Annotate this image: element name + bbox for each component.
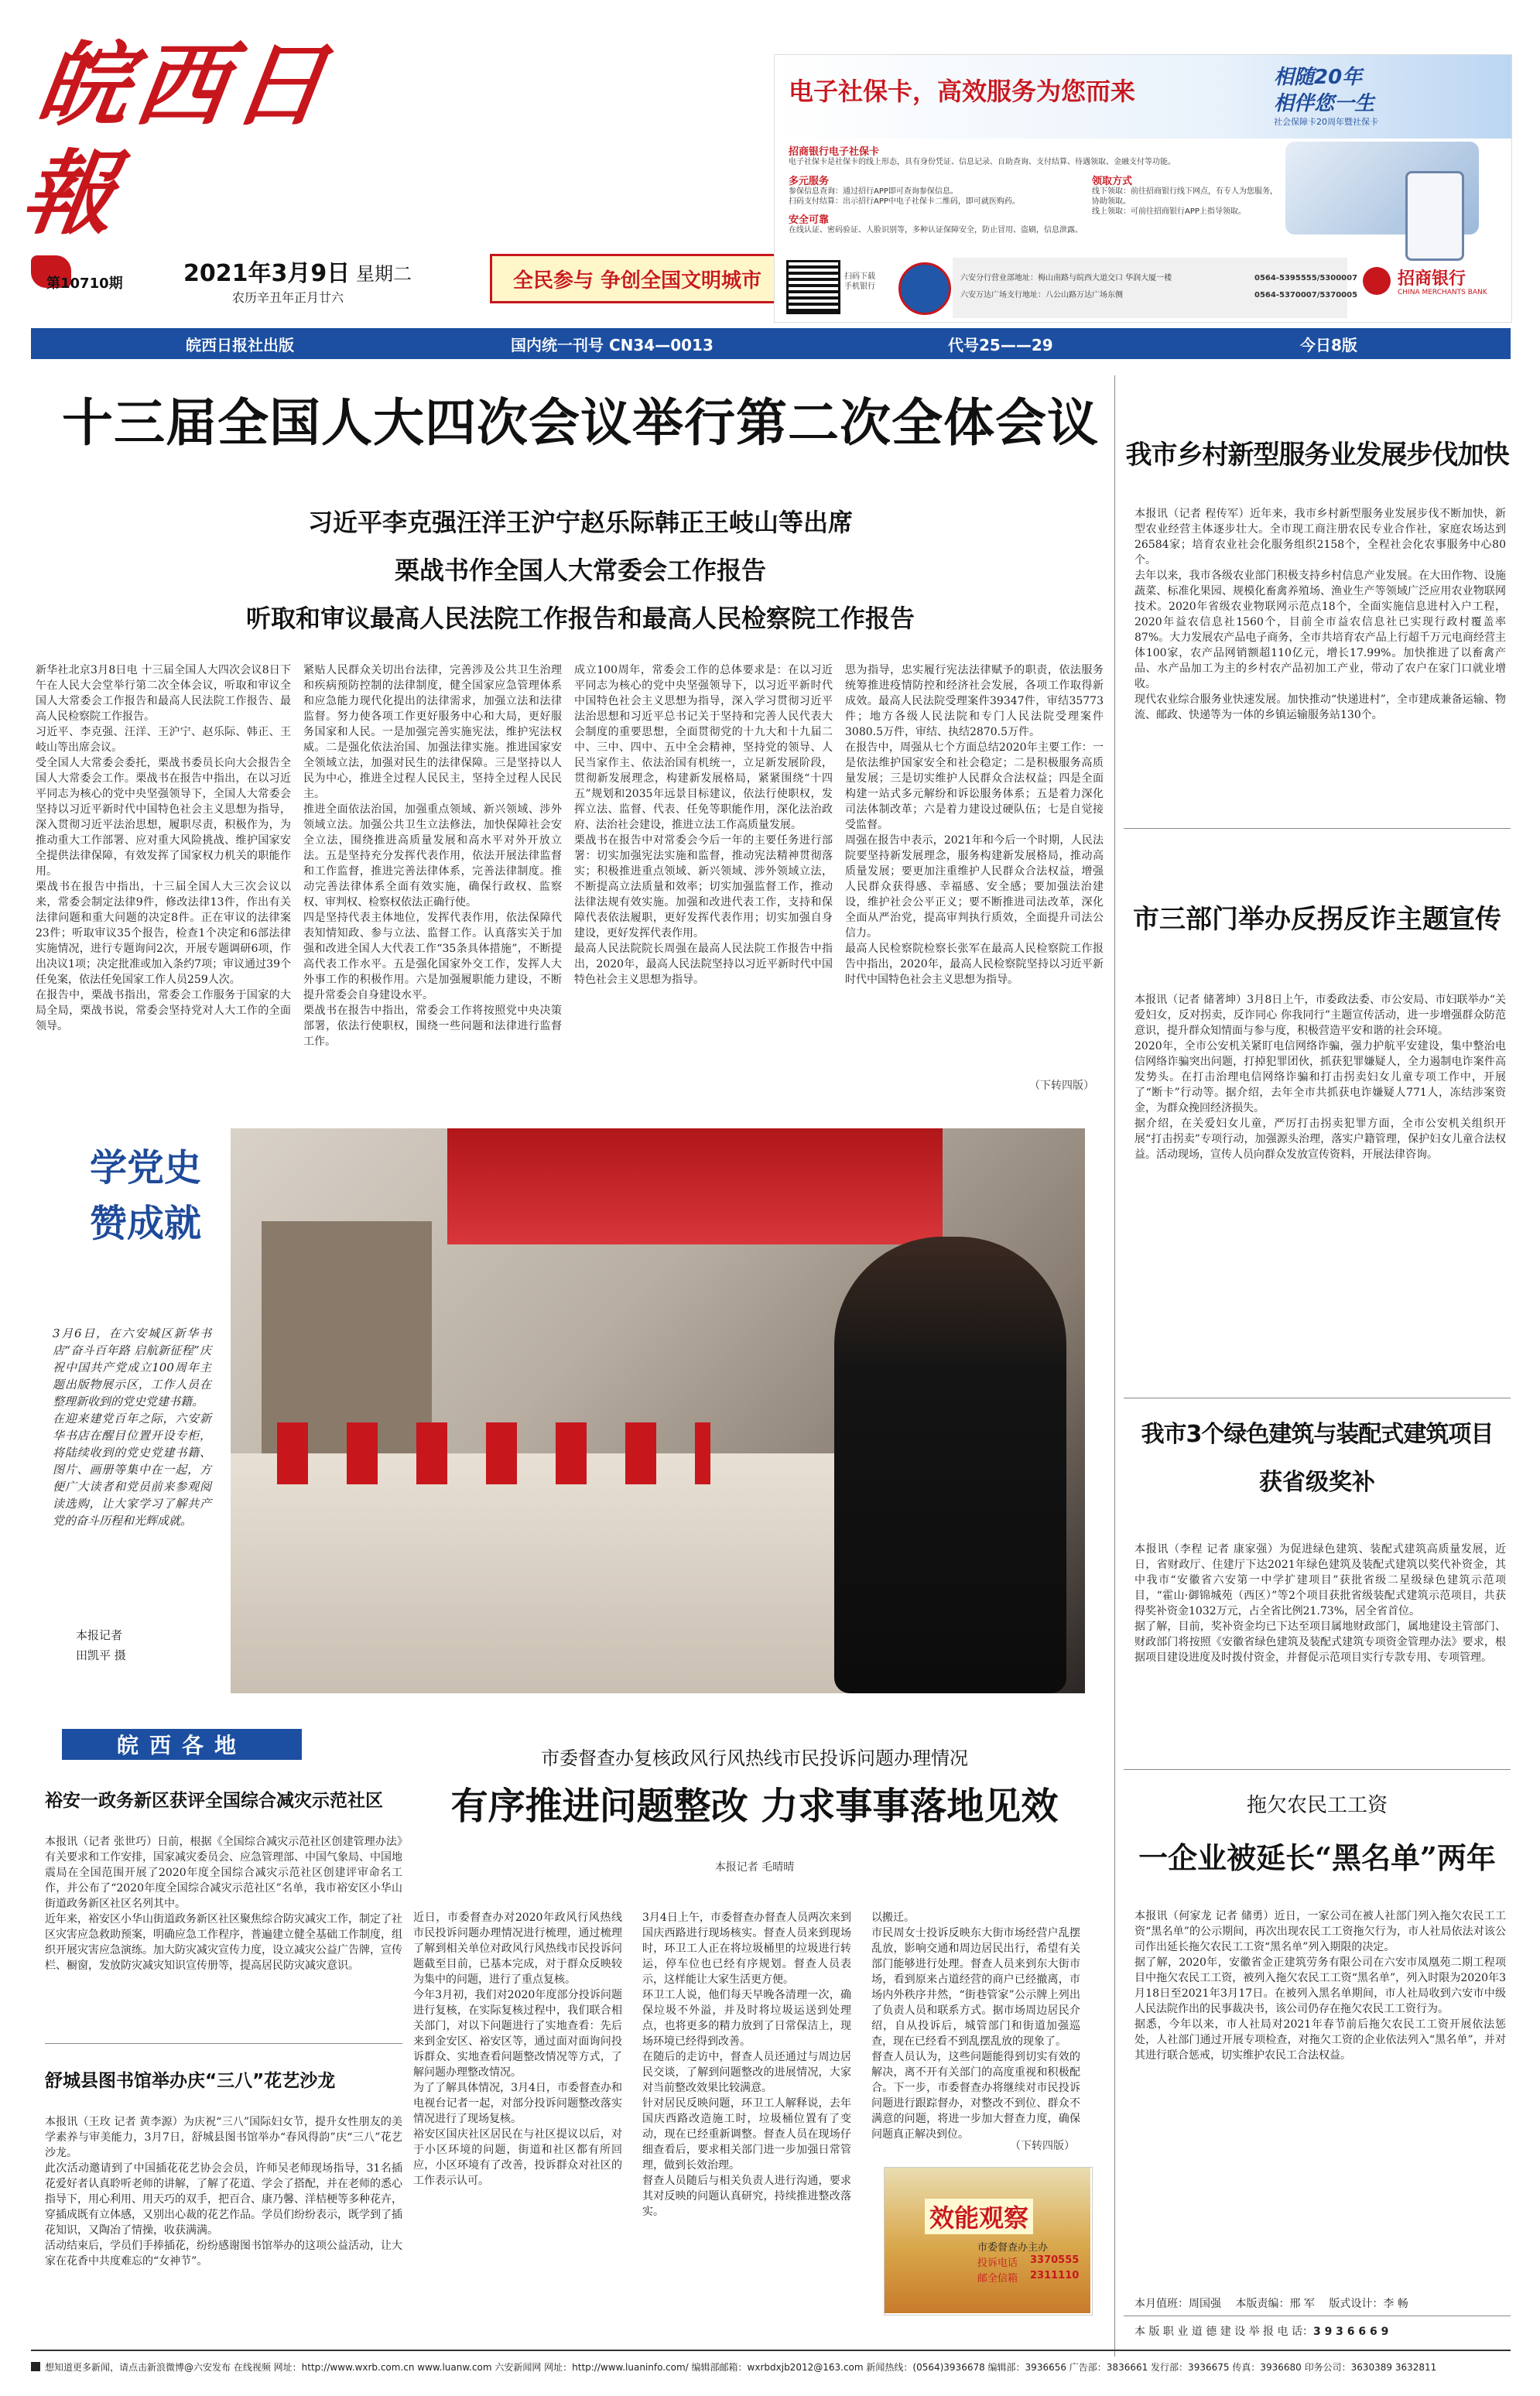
right-story-3-headline-2: 获省级奖补 (1259, 1469, 1375, 1496)
publication-weekday: 星期二 (356, 263, 412, 285)
center-column-2 (642, 1895, 851, 2320)
small-ad-mail-value: 2311110 (1030, 2270, 1080, 2281)
right-divider-1 (1124, 828, 1511, 829)
right-story-3-headline-1: 我市3个绿色建筑与装配式建筑项目 (1141, 1421, 1494, 1448)
local-story-2-body (45, 2099, 402, 2323)
ad-phone-1: 0564-5395555/5300007 (1254, 274, 1358, 282)
civic-slogan-text: 全民参与 争创全国文明城市 (512, 269, 762, 293)
lead-headline: 十三届全国人大四次会议举行第二次全体会议 (62, 393, 1099, 453)
right-divider-3 (1124, 1769, 1511, 1770)
local-story-1-headline: 裕安一政务新区获评全国综合减灾示范社区 (45, 1791, 383, 1811)
right-story-3-body (1134, 1526, 1506, 1758)
ad-qr-code-icon (789, 262, 838, 312)
bottom-square-icon (31, 2362, 40, 2371)
photo-caption-text: 3月6日，在六安城区新华书店“奋斗百年路 启航新征程”庆祝中国共产党成立100周年主题出版物展示区，工作人员在整理新收到的党史党建书籍。 在迎来建党百年之际，六安新华书店在醒目位置开设专柜，将陆续收到的党史党建书籍、图片、画册等集中在一起，方便广大读者和党员前来参观阅读选购，让大家学习了解共产党的奋斗历程和光辉成就。 (53, 1326, 211, 1528)
design-name: 李 畅 (1383, 2298, 1408, 2310)
lead-column-1-text: 新华社北京3月8日电 十三届全国人大四次会议8日下午在人民大会堂举行第二次全体会议，听取和审议全国人大常委会工作报告和最高人民法院工作报告、最高人民检察院工作报告。 习近平、李克强、汪洋、王沪宁、赵乐际、韩正、王岐山等出席会议。 受全国人大常委会委托，栗战书委员长向大会报告全国人大常委会工作。栗战书在报告中指出，在以习近平同志为核心的党中央坚强领导下，全国人大常委会坚持以习近平新时代中国特色社会主义思想为指导，深入贯彻习近平法治思想，履职尽责，积极作为，为推动重大工作部署、应对重大风险挑战、维护国家安全提供法律保障，有效发挥了国家权力机关的职能作用。 栗战书在报告中指出，十三届全国人大三次会议以来，常委会制定法律9件，修改法律13件，作出有关法律问题和重大问题的决定8件。正在审议的法律案23件；听取审议35个报告，检查1个决定和6部法律实施情况，进行专题询问2次，开展专题调研6项，作出决议1项；决定批准或加入条约7项；审议通过39个任免案，依法任免国家工作人员259人次。 在报告中，栗战书指出，常委会工作服务于国家的大局全局，栗战书说，常委会坚持党对人大工作的全面领导。 (36, 664, 291, 1032)
local-news-section-title: 皖西各地 (116, 1733, 247, 1758)
ethics-hotline (1134, 2323, 1506, 2339)
ad-slogan-2: 相伴您一生 (1274, 92, 1375, 115)
center-byline: 本报记者 毛晴晴 (714, 1861, 795, 1874)
hotline-number: 3 9 3 6 6 6 9 (1312, 2326, 1389, 2338)
civic-slogan (490, 254, 785, 303)
small-ad-phone-label: 投诉电话 (977, 2257, 1018, 2269)
lead-subheadline-2: 栗战书作全国人大常委会工作报告 (394, 556, 766, 585)
chief-name: 邢 军 (1289, 2298, 1315, 2310)
ad-slogan-1: 相随20年 (1274, 66, 1363, 89)
right-story-1-text: 本报讯（记者 程传军）近年来，我市乡村新型服务业发展步伐不断加快，新型农业经营主体逐步壮大。全市现工商注册农民专业合作社，家庭农场达到26584家；培育农业社会化服务组织2158个，全程社会化农事服务中心80个。 去年以来，我市各级农业部门积极支持乡村信息产业发展。在大田作物、设施蔬菜、标准化果园、规模化畜禽养殖场、渔业生产等领域广泛应用农业物联网技术。2020年省级农业物联网示范点18个，全面实施信息进村入户工程，2020年益农信息社1560个，目前全市益农信息社已实现行政村覆盖率87%。大力发展农产品电子商务，全市共培育农产品上行超千万元电商经营主体100家，农产品网销额超110亿元，增长17.99%。加快推进了以畜禽产品、水产品加工为主的乡村农产品初加工产业，带动了农户在家门口就业增收。 现代农业综合服务业快速发展。加快推动“快递进村”，全市建成兼备运输、物流、邮政、快递等为一体的乡镇运输服务站130个。 (1134, 508, 1506, 721)
info-pages: 今日8版 (1300, 335, 1357, 354)
right-story-1-headline: 我市乡村新型服务业发展步伐加快 (1125, 440, 1509, 471)
small-ad-organizer: 市委督查办主办 (977, 2242, 1049, 2254)
center-column-3-text: 以搬迁。 市民周女士投诉反映东大街市场经营户乱摆乱放，影响交通和周边居民出行，希望有关部门能够进行处理。督查人员来到东大街市场，看到原来占道经营的商户已经撤离，市场内外秩序井然，“街巷管家”公示牌上列出了负责人员和联系方式。据市场周边居民介绍，自从投诉后，城管部门和街道加强巡查，现在已经看不到乱摆乱放的现象了。 督查人员认为，这些问题能得到切实有效的解决，离不开有关部门的高度重视和积极配合。下一步，市委督查办将继续对市民投诉问题进行跟踪督办，对整改不到位、群众不满意的问题，将进一步加大督查力度，确保问题真正解决到位。 (871, 1912, 1080, 2141)
top-advertisement (774, 54, 1512, 323)
lead-subheadline-3: 听取和审议最高人民法院工作报告和最高人民检察院工作报告 (245, 604, 915, 633)
bank-name-en: CHINA MERCHANTS BANK (1398, 289, 1487, 296)
ad-contact-1: 六安分行营业部地址：梅山南路与皖西大道交口 华润大厦一楼 (960, 274, 1172, 282)
right-story-2-headline: 市三部门举办反拐反诈主题宣传 (1133, 904, 1501, 935)
ad-qr-caption: 扫码下载 手机银行 (844, 272, 875, 291)
local-divider (45, 2043, 402, 2044)
photo-credit-2: 田凯平 摄 (76, 1648, 126, 1662)
ad-section-4-text: 线下领取：前往招商银行线下网点，有专人为您服务，协助领取。 线上领取：可前往招商银行APP上指导领取。 (1092, 187, 1278, 216)
lead-subheadline-1: 习近平李克强汪洋王沪宁赵乐际韩正王岐山等出席 (307, 508, 853, 537)
right-story-2-text: 本报讯（记者 储著坤）3月8日上午，市委政法委、市公安局、市妇联举办“关爱妇女，反对拐卖，反诈同心 你我同行”主题宣传活动，进一步增强群众防范意识，提升群众知情面与参与度，积极营造平安和谐的社会环境。 2020年，全市公安机关紧盯电信网络诈骗，强力护航平安建设，集中整治电信网络诈骗突出问题，打掉犯罪团伙，抓获犯罪嫌疑人，全力遏制电诈案件高发势头。在打击治理电信网络诈骗和打击拐卖妇女儿童专项工作中，开展了“断卡”行动等。据介绍，去年全市共抓获电诈嫌疑人771人，冻结涉案资金，为群众挽回经济损失。 据介绍，在关爱妇女儿童，严厉打击拐卖犯罪方面，全市公安机关组织开展“打击拐卖”专项行动，加强源头治理，落实户籍管理，保护妇女儿童合法权益。活动现场，宣传人员向群众发放宣传资料，开展法律咨询。 (1134, 994, 1506, 1161)
lead-column-2 (303, 647, 562, 1111)
center-column-1 (413, 1895, 622, 2320)
lead-column-3-text: 成立100周年，常委会工作的总体要求是：在以习近平同志为核心的党中央坚强领导下，以习近平新时代中国特色社会主义思想为指导，深入学习贯彻习近平法治思想和习近平总书记关于坚持和完善人民代表大会制度的重要思想，全面贯彻党的十九大和十九届二中、三中、四中、五中全会精神，坚持党的领导、人民当家作主、依法治国有机统一，立足新发展阶段，贯彻新发展理念，构建新发展格局，紧紧围绕“十四五”规划和2035年远景目标建议，依法行使职权，发挥立法、监督、代表、任免等职能作用，深化法治政府、法治社会建设，推进立法工作高质量发展。 栗战书在报告中对常委会今后一年的主要任务进行部署：切实加强宪法实施和监督，推动宪法精神贯彻落实；积极推进重点领域、新兴领域、涉外领域立法，不断提高立法质量和效率；切实加强监督工作，推动法律法规有效实施。加强和改进代表工作，支持和保障代表依法履职，更好发挥代表作用；切实加强自身建设，更好发挥代表作用。 最高人民法院院长周强在最高人民法院工作报告中指出，2020年，最高人民法院坚持以习近平新时代中国特色社会主义思想为指导。 (574, 664, 833, 986)
right-story-4-kicker: 拖欠农民工工资 (1246, 1794, 1388, 1817)
lead-column-4-text: 思为指导，忠实履行宪法法律赋予的职责，依法服务统筹推进疫情防控和经济社会发展，各项工作取得新成效。最高人民法院受理案件39347件，审结35773件；地方各级人民法院和专门人民法院受理案件3080.5万件，审结、执结2870.5万件。 在报告中，周强从七个方面总结2020年主要工作：一是依法维护国家安全和社会稳定；二是积极服务高质量发展；三是切实维护人民群众合法权益；四是全面构建一站式多元解纷和诉讼服务体系；五是着力深化司法体制改革；六是着力建设过硬队伍；七是自觉接受监督。 周强在报告中表示，2021年和今后一个时期，人民法院要坚持新发展理念，服务构建新发展格局，推动高质量发展；要更加注重维护人民群众合法权益，增强人民群众获得感、幸福感、安全感；要加强法治建设，维护社会公平正义；要不断推进司法改革，深化全面从严治党，提高审判执行质效，全面提升司法公信力。 最高人民检察院检察长张军在最高人民检察院工作报告中指出，2020年，最高人民检察院坚持以习近平新时代中国特色社会主义思想为指导。 (845, 664, 1104, 986)
local-story-1-text: 本报讯（记者 张世巧）日前，根据《全国综合减灾示范社区创建管理办法》有关要求和工作安排，国家减灾委员会、应急管理部、中国气象局、中国地震局在全国范围开展了2020年度全国综合减灾示范社区创建评审命名工作，并公布了“2020年度全国综合减灾示范社区”名单，我市裕安区小华山街道政务新区社区名列其中。 近年来，裕安区小华山街道政务新区社区聚焦综合防灾减灾工作，制定了社区灾害应急救助预案，明确应急工作程序，普遍建立健全基础工作制度，组织开展灾害应急演练。加大防灾减灾宣传力度，设立减灾公益广告牌，宣传栏、橱窗，发放防灾减灾知识宣传册等，提高居民防灾减灾意识。 (45, 1836, 402, 1972)
ad-section-1-text: 电子社保卡是社保卡的线上形态，具有身份凭证、信息记录、自助查询、支付结算、待遇领取、金融支付等功能。 (789, 158, 1176, 166)
photo-red-ribbons (277, 1422, 710, 1484)
ad-section-2-title: 多元服务 (789, 176, 830, 187)
ad-headline: 电子社保卡，高效服务为您而来 (789, 77, 1136, 106)
phone-graphic-icon (1405, 171, 1464, 261)
photo-worker-figure (834, 1237, 1066, 1693)
photo-shelf-left (262, 1221, 432, 1453)
lead-column-2-text: 紧贴人民群众关切出台法律，完善涉及公共卫生治理和疾病预防控制的法律制度，健全国家应急管理体系和应急能力现代化提出的法律需求，加强立法和法律监督。努力使各项工作更好服务中心和大局，更好服务国家和人民。一是加强完善实施宪法，维护宪法权威。二是强化依法治国、加强法律实施。推进国家安全领域立法，加强对民生的法律保障。三是坚持以人民为中心，推进全过程人民民主，坚持全过程人民民主。 推进全面依法治国，加强重点领域、新兴领域、涉外领域立法。加强公共卫生立法修法，加快保障社会安全立法，围绕推进高质量发展和高水平对外开放立法。五是坚持充分发挥代表作用，依法开展法律监督和工作监督，推进完善法律体系，完善法律制度。推动完善法律体系全面有效实施，确保行政权、监察权、审判权、检察权依法正确行使。 四是坚持代表主体地位，发挥代表作用，依法保障代表知情知政、参与立法、监督工作。认真落实关于加强和改进全国人大代表工作“35条具体措施”，不断提高代表工作水平。五是强化国家外交工作，发挥人大外事工作的积极作用。六是加强履职能力建设，不断提升常委会自身建设水平。 栗战书在报告中指出，常委会工作将按照党中央决策部署，依法行使职权，围绕一些问题和法律进行监督工作。 (303, 664, 562, 1048)
local-story-2-text: 本报讯（王玫 记者 黄李源）为庆祝“三八”国际妇女节，提升女性朋友的美学素养与审美能力，3月7日，舒城县图书馆举办“春风得韵”庆“三八”花艺沙龙。 此次活动邀请到了中国插花花艺协会会员，许师吴老师现场指导，31名插花爱好者认真聆听老师的讲解，了解了花道、学会了搭配，并在老师的悉心指导下，用心利用、用天巧的双手，把百合、康乃馨、洋桔梗等多种花卉，穿插成既有立体感，又别出心裁的花艺作品。学员们纷纷表示，既学到了插花知识，又陶冶了情操，收获满满。 活动结束后，学员们手捧插花，纷纷感谢图书馆举办的这项公益活动，让大家在花香中共度难忘的“女神节”。 (45, 2116, 402, 2268)
small-ad-title: 效能观察 (925, 2199, 1033, 2234)
photo-feature-title-panel (36, 1122, 229, 1261)
center-headline: 有序推进问题整改 力求事事落地见效 (450, 1785, 1059, 1828)
lead-column-4 (845, 647, 1104, 1073)
editor-label: 本月值班： (1134, 2298, 1189, 2310)
info-publisher: 皖西日报社出版 (186, 335, 294, 354)
center-column-1-text: 近日，市委督查办对2020年政风行风热线市民投诉问题办理情况进行梳理，通过梳理了解到相关单位对政风行风热线市民投诉问题截至目前，已基本完成，对于群众反映较为集中的问题，进行了重点复核。 今年3月初，我们对2020年度部分投诉问题进行复核，在实际复核过程中，我们联合相关部门，对以下问题进行了实地查看：先后来到金安区、裕安区等，通过面对面询问投诉群众、实地查看问题整改情况等方式，了解问题办理整改情况。 为了了解具体情况，3月4日，市委督查办和电视台记者一起，对部分投诉问题整改落实情况进行了现场复核。 裕安区国庆社区居民在与社区提议以后，对于小区环境的问题，街道和社区都有所回应，小区环境有了改善，投诉群众对社区的工作表示认可。 (413, 1912, 622, 2187)
lead-column-3 (574, 647, 833, 1111)
chief-label: 本版责编： (1235, 2298, 1290, 2310)
issue-number: 第10710期 (46, 276, 123, 292)
ad-contact-2: 六安万达广场支行地址：八公山路万达广场东侧 (960, 291, 1123, 300)
right-story-2-body (1134, 977, 1506, 1387)
bank-logo-icon (1363, 267, 1391, 295)
efficiency-watch-ad (884, 2167, 1093, 2316)
center-continued: （下转四版） (1010, 2140, 1075, 2152)
bottom-info-bar (31, 2354, 1511, 2379)
design-label: 版式设计： (1329, 2298, 1384, 2310)
photo-title-line-2: 赞成就 (90, 1202, 202, 1245)
center-column-3 (871, 1895, 1080, 2141)
photo-caption (53, 1308, 211, 1529)
bank-name: 招商银行 (1398, 269, 1466, 289)
small-ad-mail-label: 邮全信箱 (977, 2273, 1018, 2285)
info-code: 代号25——29 (948, 335, 1053, 354)
masthead-logo-text: 皖西日報 (15, 31, 339, 247)
right-story-3-text: 本报讯（李程 记者 康家强）为促进绿色建筑、装配式建筑高质量发展，近日，省财政厅、住建厅下达2021年绿色建筑及装配式建筑以奖代补资金，其中我市“安徽省六安第一中学扩建项目”获批省级二星级绿色建筑示范项目，“霍山·御锦城苑（西区）”等2个项目获批省级装配式建筑示范项目，共获得奖补资金1032万元，占全省比例21.73%，居全省首位。 据了解，目前，奖补资金均已下达至项目属地财政部门，属地建设主管部门、财政部门将按照《安徽省绿色建筑及装配式建筑专项资金管理办法》要求，根据项目建设进度及时拨付资金，并督促示范项目实行专款专用、专项管理。 (1134, 1543, 1506, 1664)
masthead-logo (15, 31, 387, 247)
local-story-1-body (45, 1819, 402, 2028)
right-story-4-text: 本报讯（何家龙 记者 储勇）近日，一家公司在被人社部门列入拖欠农民工工资“黑名单”的公示期间，再次出现农民工工资拖欠行为，市人社局依法对该公司作出延长拖欠农民工工资“黑名单”列入期限的决定。 据了解，2020年，安徽省金正建筑劳务有限公司在六安市凤凰苑二期工程项目中拖欠农民工工资，被列入拖欠农民工工资“黑名单”，列入时限为2020年3月18日至2021年3月17日。在被列入黑名单期间，市人社局收到六安市中级人民法院作出的民事裁决书，该公司仍存在拖欠农民工工资行为。 据悉，今年以来，市人社局对2021年春节前后拖欠农民工工资开展依法惩处，人社部门通过开展专项检查，对拖欠工资的企业依法列入“黑名单”，并对其进行联合惩戒，切实维护农民工合法权益。 (1134, 1910, 1506, 2062)
local-story-2-headline: 舒城县图书馆举办庆“三八”花艺沙龙 (45, 2071, 336, 2091)
ad-section-4-title: 领取方式 (1092, 176, 1133, 187)
ad-phone-2: 0564-5370007/5370005 (1254, 291, 1358, 300)
info-serial: 国内统一刊号 CN34—0013 (511, 335, 714, 354)
lead-continued: （下转四版） (1029, 1080, 1094, 1092)
photo-book-table (231, 1453, 865, 1693)
photo-credit-1: 本报记者 (76, 1628, 123, 1642)
ad-section-2-text: 参保信息查询：通过招行APP即可查询参保信息。 扫码支付结算：出示招行APP中电子社保卡二维码，即可就医购药。 (789, 187, 1020, 206)
local-news-section-header (62, 1729, 302, 1760)
ad-slogan-note: 社会保障卡20周年暨社保卡 (1274, 117, 1378, 127)
ad-section-1-title: 招商银行电子社保卡 (789, 146, 880, 158)
right-story-4-body (1134, 1893, 1506, 2280)
editor-name: 周国强 (1189, 2298, 1221, 2310)
center-kicker: 市委督查办复核政风行风热线市民投诉问题办理情况 (541, 1747, 968, 1769)
info-bar (31, 328, 1511, 359)
ad-section-3-text: 在线认证、密码验证、人脸识别等，多种认证保障安全，防止冒用、盗刷，信息泄露。 (789, 226, 1083, 234)
right-story-4-headline: 一企业被延长“黑名单”两年 (1138, 1840, 1496, 1875)
ad-section-3-title: 安全可靠 (789, 214, 830, 226)
social-security-seal-icon (898, 262, 951, 315)
right-story-1-body (1134, 491, 1506, 816)
photo-title-line-1: 学党史 (90, 1146, 202, 1189)
staff-credits (1134, 2295, 1506, 2311)
photo-red-banner (447, 1128, 943, 1244)
publication-date: 2021年3月9日 (183, 260, 351, 287)
bottom-info-text: 想知道更多新闻，请点击新浪微博@六安发布 在线视频 网址：http://www.wxrb.com.cn www.luanw.com 六安新闻网 网址：http://www.luaninfo.com/ 编辑部邮箱：wxrbdxjb2012@163.com 新闻热线：(0564)3936678 编辑部：3936656 广告部：3836661 发行部：3936675 传真：3936680 印务公司：3630389 3632811 (45, 2361, 1437, 2373)
right-column-divider (1114, 375, 1115, 2357)
lunar-date: 农历辛丑年正月廿六 (232, 290, 344, 305)
bottom-top-rule (31, 2350, 1511, 2351)
ad-contact-box (953, 258, 1347, 318)
center-column-2-text: 3月4日上午，市委督查办督查人员两次来到国庆西路进行现场核实。督查人员来到现场时，环卫工人正在将垃圾桶里的垃圾进行转运，停车位也已经有序规划。督查人员表示，这样能让大家生活更方便。 环卫工人说，他们每天早晚各清理一次，确保垃圾不外溢，并及时将垃圾运送到处理点，也将更多的精力放到了日常保洁上，现场环境已经得到改善。 在随后的走访中，督查人员还通过与周边居民交谈，了解到问题整改的进展情况，大家对当前整改效果比较满意。 针对居民反映问题，环卫工人解释说，去年国庆西路改造施工时，垃圾桶位置有了变动，现在已经重新调整。督查人员在现场仔细查看后，要求相关部门进一步加强日常管理，做到长效治理。 督查人员随后与相关负责人进行沟通，要求其对反映的问题认真研究，持续推进整改落实。 (642, 1912, 851, 2218)
bookstore-photo (231, 1128, 1085, 1693)
small-ad-phone-value: 3370555 (1030, 2254, 1080, 2266)
hotline-label: 本 版 职 业 道 德 建 设 举 报 电 话： (1134, 2326, 1313, 2338)
